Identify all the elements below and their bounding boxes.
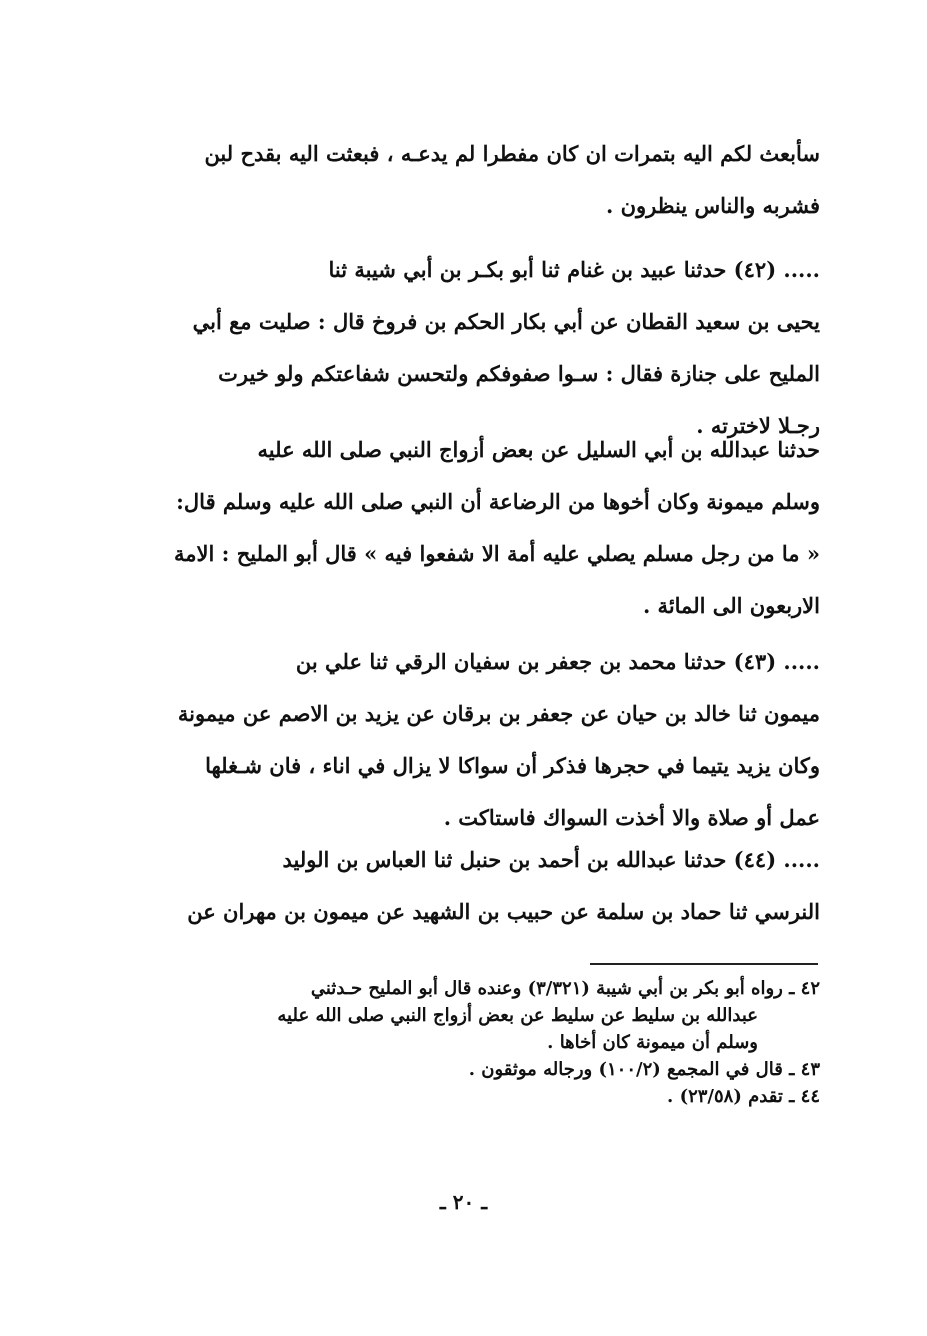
text-line: ..... (٤٢) حدثنا عبيد بن غنام ثنا أبو بكـر بن أبي شيبة ثنا: [328, 257, 820, 282]
text-line: « ما من رجل مسلم يصلي عليه أمة الا شفعوا فيه » قال أبو المليح : الامة: [174, 541, 820, 566]
text-line: الاربعون الى المائة .: [642, 593, 820, 618]
text-line: يحيى بن سعيد القطان عن أبي بكار الحكم بن فروخ قال : صليت مع أبي: [192, 309, 820, 334]
footnotes: [105, 975, 820, 1110]
text-line: عمل أو صلاة والا أخذت السواك فاستاكت .: [443, 805, 820, 830]
text-line: النرسي ثنا حماد بن سلمة عن حبيب بن الشهيد عن ميمون بن مهران عن: [187, 899, 820, 924]
footnote-line: عبدالله بن سليط عن سليط عن بعض أزواج النبي صلى الله عليه: [277, 1005, 758, 1026]
footnote-line: وسلم أن ميمونة كان أخاها .: [547, 1032, 758, 1053]
text-line: ..... (٤٤) حدثنا عبدالله بن أحمد بن حنبل ثنا العباس بن الوليد: [282, 847, 820, 872]
paragraph-continuation: [105, 128, 820, 232]
hadith-42-continued: [105, 424, 820, 632]
hadith-44: [105, 834, 820, 938]
text-line: وكان يزيد يتيما في حجرها فذكر أن سواكا لا يزال في اناء ، فان شـغلها: [205, 753, 820, 778]
text-line: ميمون ثنا خالد بن حيان عن جعفر بن برقان عن يزيد بن الاصم عن ميمونة: [177, 701, 820, 726]
text-line: ..... (٤٣) حدثنا محمد بن جعفر بن سفيان الرقي ثنا علي بن: [295, 649, 820, 674]
footnote-line: ٤٤ ـ تقدم (٢٣/٥٨) .: [667, 1086, 820, 1107]
page-number: ـ ٢٠ ـ: [439, 1190, 488, 1214]
text-line: وسلم ميمونة وكان أخوها من الرضاعة أن النبي صلى الله عليه وسلم قال:: [176, 489, 820, 514]
text-line: المليح على جنازة فقال : سـوا صفوفكم ولتحسن شفاعتكم ولو خيرت: [218, 361, 820, 386]
text-line: حدثنا عبدالله بن أبي السليل عن بعض أزواج النبي صلى الله عليه: [257, 437, 820, 462]
footnote-line: ٤٢ ـ رواه أبو بكر بن أبي شيبة (٣/٣٢١) وعنده قال أبو المليح حـدثني: [310, 978, 820, 999]
footnote-divider: [590, 963, 818, 965]
hadith-43: [105, 636, 820, 844]
text-line: رجـلا لاخترته .: [696, 413, 820, 438]
hadith-42: [105, 244, 820, 452]
text-line: سأبعث لكم اليه بتمرات ان كان مفطرا لم يدعـه ، فبعثت اليه بقدح لبن: [204, 141, 820, 166]
footnote-line: ٤٣ ـ قال في المجمع (١٠٠/٢) ورجاله موثقون .: [468, 1059, 820, 1080]
text-line: فشربه والناس ينظرون .: [605, 193, 820, 218]
